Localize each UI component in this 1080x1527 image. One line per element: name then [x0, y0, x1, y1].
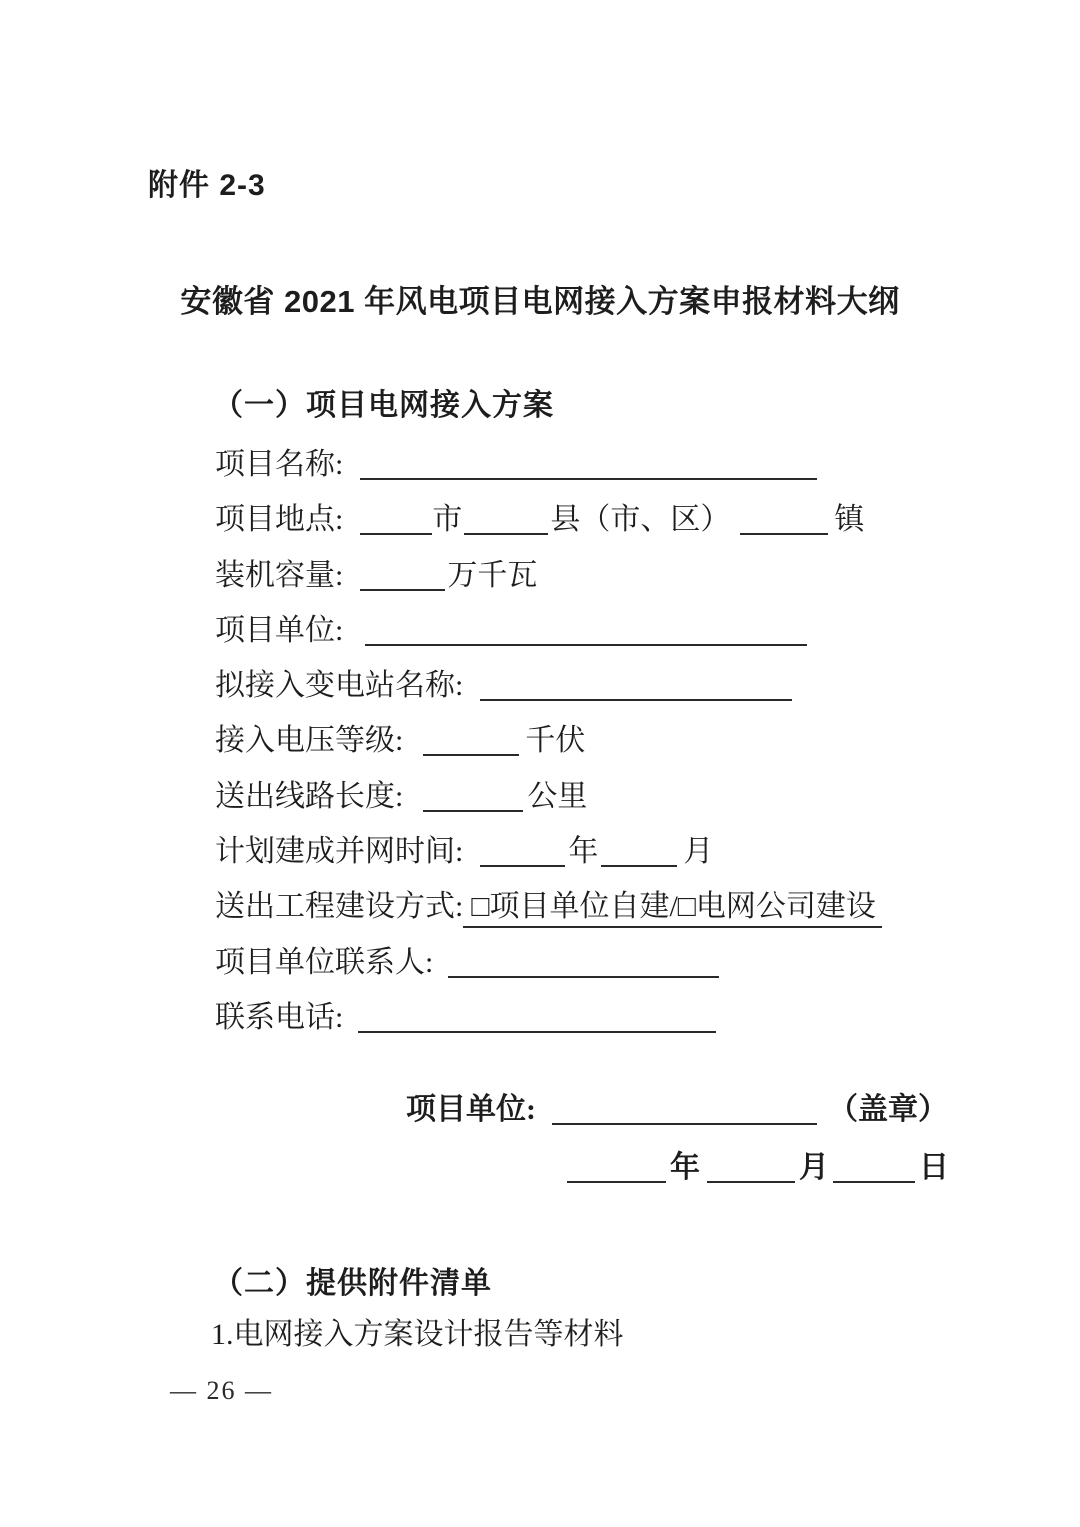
field-label: 项目地点: [215, 503, 344, 537]
fill-in-blank [567, 1151, 666, 1183]
field-unit-text: 日 [919, 1151, 949, 1184]
field-label: 项目单位: [406, 1093, 536, 1126]
fill-in-blank [552, 1093, 817, 1125]
form-field-project-name [215, 437, 882, 492]
section-one-fields [215, 437, 882, 1045]
field-label: 联系电话: [215, 1000, 344, 1034]
fill-in-blank [448, 946, 719, 978]
section-two-heading: （二）提供附件清单 [213, 1267, 492, 1300]
field-label: 项目单位联系人: [215, 945, 434, 979]
fill-in-blank [360, 559, 445, 591]
form-field-contact-person [215, 935, 882, 990]
fill-in-blank [480, 835, 565, 867]
fill-in-blank [360, 448, 817, 480]
field-unit-text: 月 [683, 835, 714, 869]
document-title: 安徽省 2021 年风电项目电网接入方案申报材料大纲 [180, 284, 900, 319]
form-field-project-unit [215, 603, 882, 658]
field-label: 计划建成并网时间: [215, 835, 464, 869]
fill-in-blank [423, 724, 519, 756]
field-unit-text: 镇 [834, 503, 865, 537]
attachment-list [211, 1316, 624, 1354]
form-field-contact-phone [215, 990, 882, 1045]
signature-unit-line [406, 1090, 948, 1130]
field-unit-text: 市 [432, 503, 463, 537]
field-label: 项目单位: [215, 613, 344, 647]
form-field-installed-capacity [215, 548, 882, 603]
form-field-construction-mode [215, 879, 882, 934]
field-label: 送出线路长度: [215, 779, 404, 813]
field-unit-text: （盖章） [828, 1093, 948, 1126]
field-label: 拟接入变电站名称: [215, 669, 464, 703]
fill-in-blank [601, 835, 677, 867]
section-one-heading: （一）项目电网接入方案 [213, 389, 554, 422]
field-unit-text: 年 [670, 1151, 700, 1184]
form-field-substation-name [215, 658, 882, 713]
attachment-label: 附件 2-3 [148, 169, 266, 202]
form-field-voltage-level [215, 713, 882, 768]
signature-date-line [567, 1148, 949, 1188]
fill-in-blank [707, 1151, 795, 1183]
fill-in-blank [740, 503, 828, 535]
fill-in-blank [365, 614, 807, 646]
fill-in-blank [480, 669, 792, 701]
field-unit-text: 年 [568, 835, 599, 869]
form-field-project-location [215, 492, 882, 547]
fill-in-blank [833, 1151, 915, 1183]
field-label: 项目名称: [215, 448, 344, 481]
fill-in-blank [423, 780, 523, 812]
field-label: 装机容量: [215, 558, 344, 592]
page-number: — 26 — [170, 1376, 273, 1405]
field-label: 接入电压等级: [215, 724, 404, 758]
field-unit-text: 千伏 [525, 724, 586, 758]
form-field-line-length [215, 769, 882, 824]
field-label: 送出工程建设方式: [215, 890, 464, 924]
form-field-grid-connection-time [215, 824, 882, 879]
attachment-list-item: 1.电网接入方案设计报告等材料 [211, 1318, 624, 1351]
field-unit-text: 月 [799, 1151, 829, 1184]
field-unit-text: 公里 [527, 779, 588, 813]
field-unit-text: 万千瓦 [447, 558, 538, 592]
fill-in-blank [464, 503, 548, 535]
fill-in-blank [360, 503, 432, 535]
underlined-option-text: □项目单位自建/□电网公司建设 [463, 890, 882, 928]
field-unit-text: 县（市、区） [550, 503, 731, 537]
fill-in-blank [358, 1001, 716, 1033]
